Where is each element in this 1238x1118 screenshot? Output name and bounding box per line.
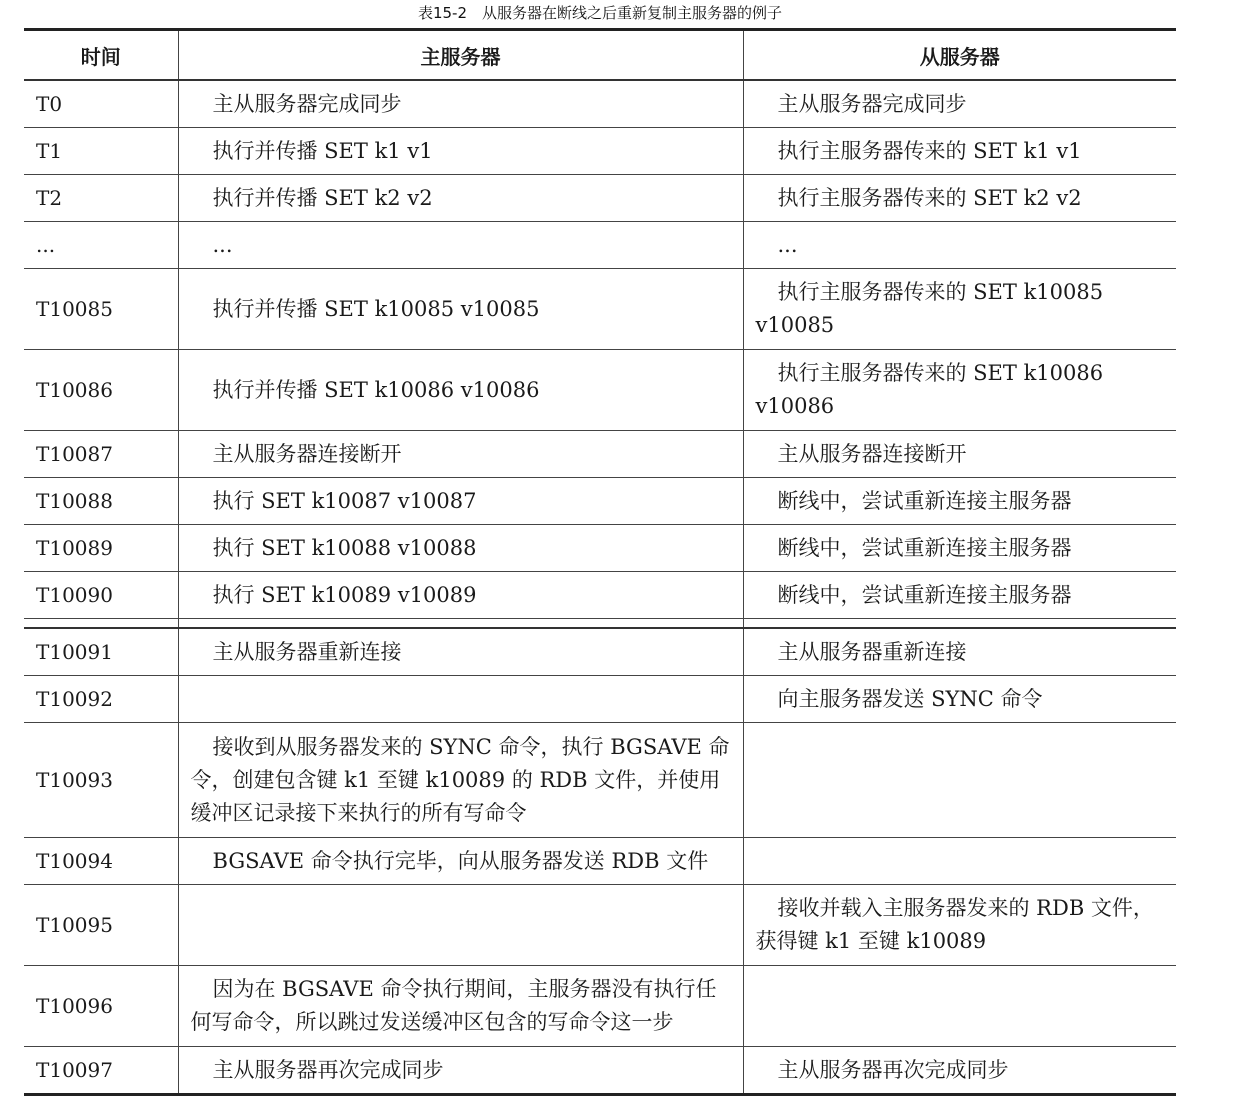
- table-row: [24, 1047, 1176, 1095]
- time-cell: T10091: [24, 628, 178, 676]
- header-slave: 从服务器: [743, 30, 1176, 81]
- time-cell: T10086: [24, 350, 178, 431]
- table-row: [24, 572, 1176, 619]
- master-cell: 执行 SET k10089 v10089: [178, 572, 743, 619]
- table-row: [24, 128, 1176, 175]
- master-cell: 执行并传播 SET k2 v2: [178, 175, 743, 222]
- time-cell: T10087: [24, 431, 178, 478]
- header-master: 主服务器: [178, 30, 743, 81]
- master-cell: 主从服务器连接断开: [178, 431, 743, 478]
- master-cell: 执行并传播 SET k10086 v10086: [178, 350, 743, 431]
- master-cell: 执行 SET k10087 v10087: [178, 478, 743, 525]
- master-cell: [178, 885, 743, 966]
- master-cell: 主从服务器再次完成同步: [178, 1047, 743, 1095]
- slave-cell: 断线中，尝试重新连接主服务器: [743, 525, 1176, 572]
- master-cell: ...: [178, 222, 743, 269]
- master-cell: 执行并传播 SET k1 v1: [178, 128, 743, 175]
- master-cell: 主从服务器重新连接: [178, 628, 743, 676]
- master-cell: 因为在 BGSAVE 命令执行期间，主服务器没有执行任何写命令，所以跳过发送缓冲区包含的写命令这一步: [178, 966, 743, 1047]
- break-cell: [178, 619, 743, 629]
- time-cell: T10093: [24, 723, 178, 838]
- table-row: [24, 80, 1176, 128]
- master-cell: 主从服务器完成同步: [178, 80, 743, 128]
- slave-cell: 执行主服务器传来的 SET k10085 v10085: [743, 269, 1176, 350]
- table-row: [24, 966, 1176, 1047]
- slave-cell: [743, 966, 1176, 1047]
- time-cell: T10089: [24, 525, 178, 572]
- table-header-row: [24, 30, 1176, 81]
- master-cell: [178, 676, 743, 723]
- slave-cell: ...: [743, 222, 1176, 269]
- table-row: [24, 269, 1176, 350]
- table-row: [24, 885, 1176, 966]
- slave-cell: 执行主服务器传来的 SET k10086 v10086: [743, 350, 1176, 431]
- table-row: [24, 222, 1176, 269]
- break-cell: [743, 619, 1176, 629]
- table-row: [24, 723, 1176, 838]
- slave-cell: 主从服务器再次完成同步: [743, 1047, 1176, 1095]
- table-row: [24, 628, 1176, 676]
- table-row: [24, 350, 1176, 431]
- slave-cell: 断线中，尝试重新连接主服务器: [743, 572, 1176, 619]
- slave-cell: 执行主服务器传来的 SET k2 v2: [743, 175, 1176, 222]
- time-cell: T10095: [24, 885, 178, 966]
- time-cell: T2: [24, 175, 178, 222]
- slave-cell: 主从服务器完成同步: [743, 80, 1176, 128]
- master-cell: 接收到从服务器发来的 SYNC 命令，执行 BGSAVE 命令，创建包含键 k1 至键 k10089 的 RDB 文件，并使用缓冲区记录接下来执行的所有写命令: [178, 723, 743, 838]
- slave-cell: 断线中，尝试重新连接主服务器: [743, 478, 1176, 525]
- header-time: 时间: [24, 30, 178, 81]
- master-cell: 执行并传播 SET k10085 v10085: [178, 269, 743, 350]
- table-break: [24, 619, 1176, 629]
- table-row: [24, 431, 1176, 478]
- time-cell: T10097: [24, 1047, 178, 1095]
- time-cell: T10090: [24, 572, 178, 619]
- table-caption: 表15-2 从服务器在断线之后重新复制主服务器的例子: [417, 4, 783, 22]
- slave-cell: 执行主服务器传来的 SET k1 v1: [743, 128, 1176, 175]
- time-cell: T10094: [24, 838, 178, 885]
- slave-cell: 主从服务器重新连接: [743, 628, 1176, 676]
- master-cell: BGSAVE 命令执行完毕，向从服务器发送 RDB 文件: [178, 838, 743, 885]
- time-cell: T10085: [24, 269, 178, 350]
- slave-cell: [743, 838, 1176, 885]
- time-cell: T10092: [24, 676, 178, 723]
- time-cell: T1: [24, 128, 178, 175]
- table-row: [24, 838, 1176, 885]
- replication-table: [24, 28, 1176, 1096]
- master-cell: 执行 SET k10088 v10088: [178, 525, 743, 572]
- time-cell: T10096: [24, 966, 178, 1047]
- table-row: [24, 478, 1176, 525]
- time-cell: ...: [24, 222, 178, 269]
- slave-cell: 向主服务器发送 SYNC 命令: [743, 676, 1176, 723]
- slave-cell: 接收并载入主服务器发来的 RDB 文件，获得键 k1 至键 k10089: [743, 885, 1176, 966]
- time-cell: T0: [24, 80, 178, 128]
- slave-cell: [743, 723, 1176, 838]
- slave-cell: 主从服务器连接断开: [743, 431, 1176, 478]
- table-row: [24, 525, 1176, 572]
- break-cell: [24, 619, 178, 629]
- table-row: [24, 175, 1176, 222]
- table-row: [24, 676, 1176, 723]
- time-cell: T10088: [24, 478, 178, 525]
